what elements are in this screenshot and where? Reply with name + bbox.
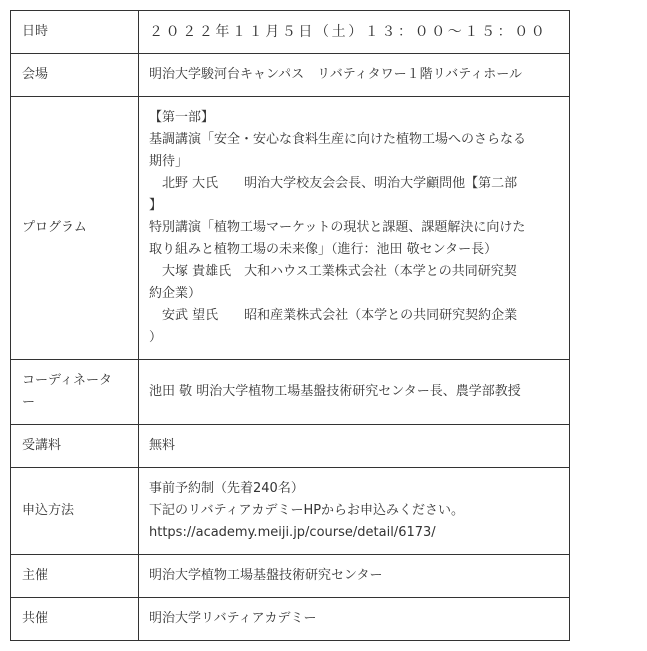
label-co-organizer: 共催 (11, 598, 139, 641)
row-coordinator (11, 360, 570, 425)
coordinator-label-line: ー (22, 395, 36, 410)
application-url: https://academy.meiji.jp/course/detail/6173/ (149, 525, 436, 540)
row-co-organizer (11, 598, 570, 641)
program-line: 期待」 (149, 154, 189, 169)
label-program: プログラム (11, 97, 139, 360)
program-line: 北野 大氏 明治大学校友会会長、明治大学顧問他【第二部 (149, 176, 518, 191)
coordinator-text: 池田 敬 明治大学植物工場基盤技術研究センター長、農学部教授 (149, 384, 521, 399)
fee-text: 無料 (149, 438, 176, 453)
program-line: 大塚 貴雄氏 大和ハウス工業株式会社（本学との共同研究契 (149, 264, 517, 279)
venue-text: 明治大学駿河台キャンパス リバティタワー１階リバティホール (149, 67, 522, 82)
value-organizer (139, 555, 570, 598)
value-datetime (139, 11, 570, 54)
row-organizer (11, 555, 570, 598)
label-organizer: 主催 (11, 555, 139, 598)
event-info-table (10, 10, 570, 641)
application-line: 下記のリバティアカデミーHPからお申込みください。 (149, 503, 465, 518)
value-coordinator (139, 360, 570, 425)
organizer-text: 明治大学植物工場基盤技術研究センター (149, 568, 383, 583)
label-application: 申込方法 (11, 468, 139, 555)
datetime-text: ２０２２年１１月５日（土）１３：００～１５：００ (149, 24, 548, 40)
program-line: ） (149, 330, 163, 345)
row-application (11, 468, 570, 555)
value-program (139, 97, 570, 360)
value-co-organizer (139, 598, 570, 641)
row-fee (11, 425, 570, 468)
application-line: 事前予約制（先着240名） (149, 481, 304, 496)
program-line: 【第一部】 (149, 110, 215, 125)
program-line: 特別講演「植物工場マーケットの現状と課題、課題解決に向けた (149, 220, 526, 235)
coordinator-label-line: コーディネータ (22, 373, 112, 388)
label-fee: 受講料 (11, 425, 139, 468)
label-venue: 会場 (11, 54, 139, 97)
program-line: 約企業） (149, 286, 202, 301)
value-application (139, 468, 570, 555)
program-line: 】 (149, 198, 163, 213)
row-datetime (11, 11, 570, 54)
program-line: 安武 望氏 昭和産業株式会社（本学との共同研究契約企業 (149, 308, 518, 323)
row-program (11, 97, 570, 360)
co-organizer-text: 明治大学リバティアカデミー (149, 611, 317, 626)
row-venue (11, 54, 570, 97)
value-venue (139, 54, 570, 97)
program-line: 基調講演「安全・安心な食料生産に向けた植物工場へのさらなる (149, 132, 527, 147)
label-datetime: 日時 (11, 11, 139, 54)
value-fee (139, 425, 570, 468)
program-line: 取り組みと植物工場の未来像」（進行：池田 敬センター長） (149, 242, 498, 257)
label-coordinator (11, 360, 139, 425)
